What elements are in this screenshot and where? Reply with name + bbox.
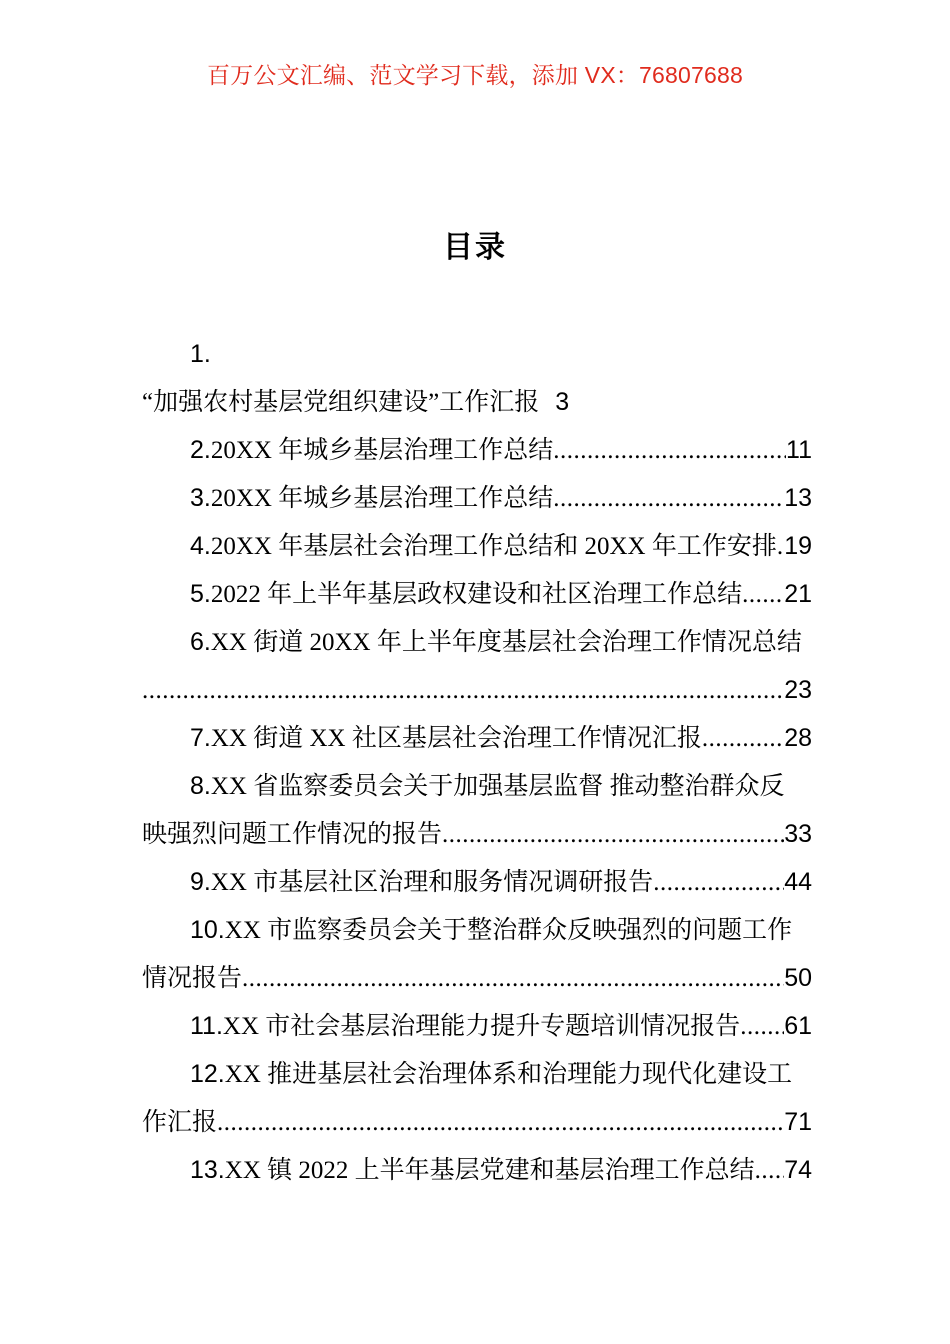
toc-entry-title: 2.20XX 年城乡基层治理工作总结 bbox=[190, 436, 554, 464]
toc-entry-title-line bbox=[142, 858, 812, 906]
toc-entry-title-line bbox=[142, 762, 812, 810]
toc-entry[interactable] bbox=[142, 906, 812, 1002]
toc-page-number: 61 bbox=[784, 1012, 812, 1040]
toc-entry-title: 3.20XX 年城乡基层治理工作总结 bbox=[190, 484, 554, 512]
toc-entry-title: 6.XX 街道 20XX 年上半年度基层社会治理工作情况总结 bbox=[190, 628, 802, 656]
toc-entry-number-line bbox=[142, 330, 812, 378]
toc-page-number: 44 bbox=[784, 868, 812, 896]
toc-entry[interactable] bbox=[142, 570, 812, 618]
toc-entry-number: 1. bbox=[190, 340, 211, 368]
toc-entry-continuation-line bbox=[142, 810, 812, 858]
leader-dots bbox=[740, 1003, 784, 1050]
toc-entry[interactable] bbox=[142, 426, 812, 474]
leader-dots bbox=[553, 475, 784, 522]
toc-entry-title-line bbox=[142, 570, 812, 618]
toc-entry[interactable] bbox=[142, 714, 812, 762]
promo-watermark-header: 百万公文汇编、范文学习下载，添加 VX：76807688 bbox=[206, 62, 743, 88]
leader-dots bbox=[777, 523, 784, 570]
leader-dots bbox=[553, 427, 786, 474]
leader-dots bbox=[653, 859, 784, 906]
toc-entry[interactable] bbox=[142, 474, 812, 522]
toc-entry-title-line bbox=[142, 474, 812, 522]
leader-dots bbox=[702, 715, 784, 762]
toc-entry-number: 4. bbox=[190, 532, 211, 560]
toc-entry-title-line bbox=[142, 714, 812, 762]
toc-entry-title-line bbox=[142, 1002, 812, 1050]
leader-dots bbox=[442, 811, 784, 858]
toc-entry-number: 13. bbox=[190, 1156, 225, 1184]
toc-entry-number: 8. bbox=[190, 772, 211, 800]
toc-entry-continuation-line bbox=[142, 1098, 812, 1146]
page-title: 目录 bbox=[443, 231, 507, 264]
toc-entry-title-continued: 情况报告 bbox=[142, 965, 243, 992]
toc-entry-title-line bbox=[142, 426, 812, 474]
toc-entry-title: 8.XX 省监察委员会关于加强基层监督 推动整治群众反 bbox=[190, 772, 785, 800]
toc-entry-number: 3. bbox=[190, 484, 211, 512]
toc-entry-number: 6. bbox=[190, 628, 211, 656]
toc-entry-title-line bbox=[142, 1050, 812, 1098]
toc-entry[interactable] bbox=[142, 1146, 812, 1194]
toc-entry-number: 11. bbox=[190, 1012, 223, 1040]
toc-entry-number: 10. bbox=[190, 916, 225, 944]
toc-page-number: 50 bbox=[784, 964, 812, 992]
toc-entry-title-line bbox=[142, 1146, 812, 1194]
toc-page-number: 71 bbox=[784, 1108, 812, 1136]
toc-entry-title: 13.XX 镇 2022 上半年基层党建和基层治理工作总结 bbox=[190, 1156, 755, 1184]
toc-entry-title-continued: 作汇报 bbox=[142, 1109, 218, 1136]
toc-entry-continuation-line bbox=[142, 954, 812, 1002]
toc-page-number: 28 bbox=[784, 724, 812, 752]
toc-entry-title-line bbox=[142, 618, 812, 666]
toc-entry-number: 7. bbox=[190, 724, 211, 752]
leader-dots bbox=[755, 1147, 785, 1194]
toc-entry-title-line bbox=[142, 906, 812, 954]
toc-entry[interactable] bbox=[142, 858, 812, 906]
toc-page-number: 33 bbox=[784, 820, 812, 848]
leader-dots bbox=[217, 1099, 784, 1146]
toc-page-number: 3 bbox=[555, 388, 570, 416]
toc-page-number: 21 bbox=[784, 580, 812, 608]
toc-entry-title-line bbox=[142, 378, 812, 426]
toc-entry-title-line bbox=[142, 522, 812, 570]
toc-page-number: 13 bbox=[784, 484, 812, 512]
toc-entry-title-continued: 映强烈问题工作情况的报告 bbox=[142, 821, 443, 848]
toc-entry-title: 4.20XX 年基层社会治理工作总结和 20XX 年工作安排 bbox=[190, 532, 777, 560]
toc-page-number: 74 bbox=[784, 1156, 812, 1184]
toc-entry[interactable] bbox=[142, 330, 812, 426]
table-of-contents bbox=[142, 330, 812, 1194]
toc-page-number: 23 bbox=[784, 676, 812, 704]
toc-entry[interactable] bbox=[142, 618, 812, 714]
leader-dots bbox=[742, 571, 784, 618]
leader-dots bbox=[142, 667, 784, 714]
toc-entry-title: 7.XX 街道 XX 社区基层社会治理工作情况汇报 bbox=[190, 724, 702, 752]
toc-entry-title: 10.XX 市监察委员会关于整治群众反映强烈的问题工作 bbox=[190, 916, 793, 944]
leader-dots bbox=[242, 955, 784, 1002]
toc-entry-title: 11.XX 市社会基层治理能力提升专题培训情况报告 bbox=[190, 1012, 741, 1040]
toc-page-number: 19 bbox=[784, 532, 812, 560]
toc-entry-number: 5. bbox=[190, 580, 211, 608]
toc-entry-title: “加强农村基层党组织建设”工作汇报 bbox=[142, 389, 540, 416]
toc-entry-number: 9. bbox=[190, 868, 211, 896]
toc-entry[interactable] bbox=[142, 1050, 812, 1146]
toc-entry-number: 12. bbox=[190, 1060, 225, 1088]
toc-entry-title: 5.2022 年上半年基层政权建设和社区治理工作总结 bbox=[190, 580, 743, 608]
toc-entry[interactable] bbox=[142, 1002, 812, 1050]
toc-entry-title: 9.XX 市基层社区治理和服务情况调研报告 bbox=[190, 868, 654, 896]
toc-page-number: 11 bbox=[786, 436, 812, 464]
toc-entry-number: 2. bbox=[190, 436, 211, 464]
toc-entry[interactable] bbox=[142, 762, 812, 858]
toc-entry-continuation-line bbox=[142, 666, 812, 714]
toc-entry[interactable] bbox=[142, 522, 812, 570]
toc-entry-title: 12.XX 推进基层社会治理体系和治理能力现代化建设工 bbox=[190, 1060, 793, 1088]
